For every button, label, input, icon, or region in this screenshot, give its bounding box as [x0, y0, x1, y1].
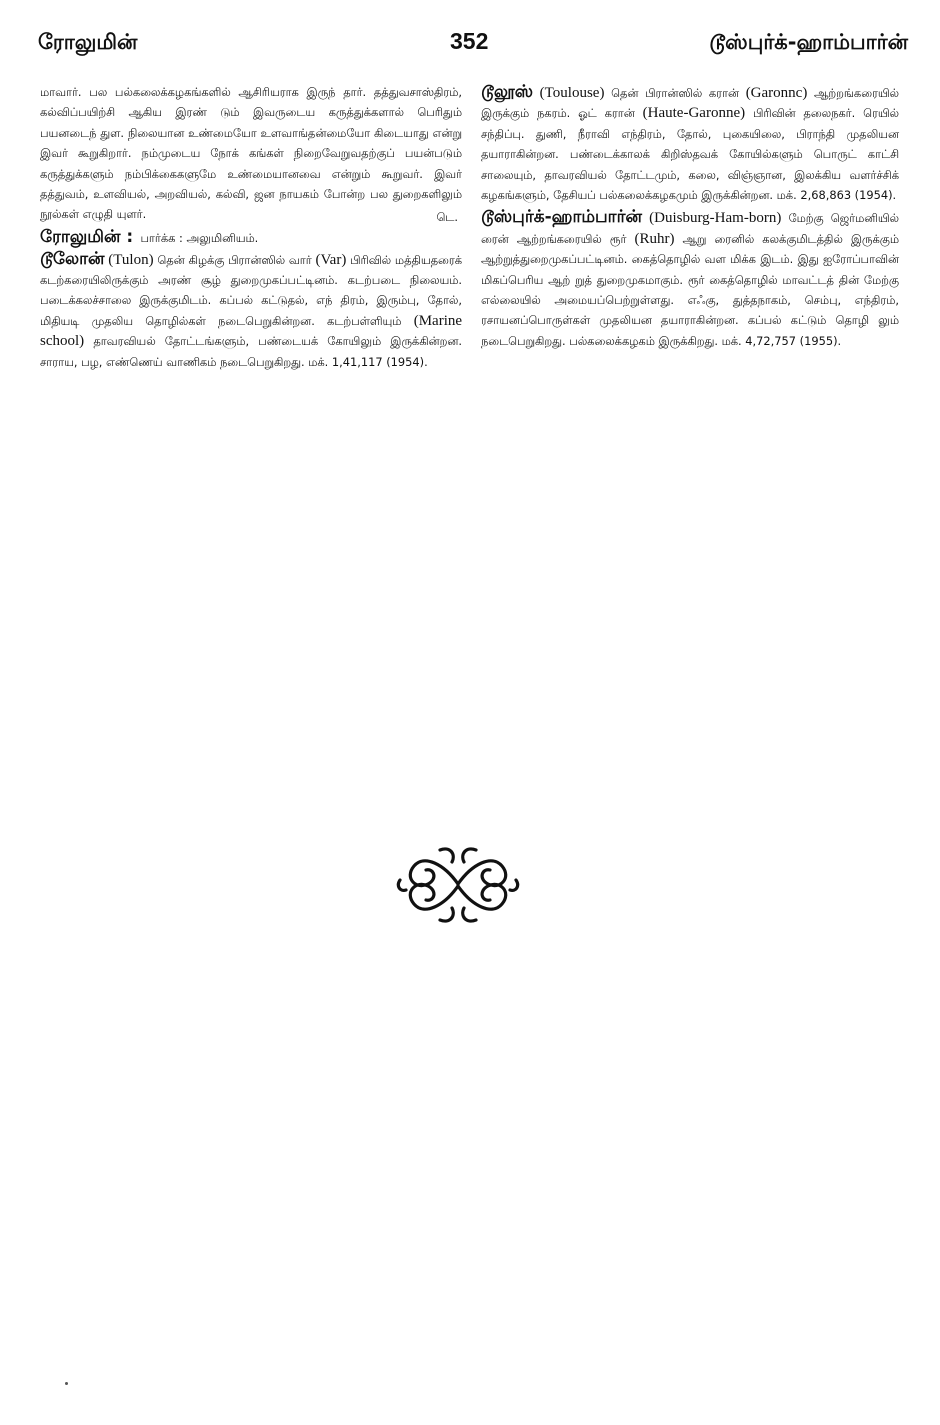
latin-name: (Marine school) — [40, 312, 463, 350]
entry-body: ஆற்றங்கரையில் இருக்கும் நகரம். ஓட் கரான் — [481, 86, 900, 121]
entry-duisburg-hamborn — [481, 207, 899, 351]
running-header — [38, 30, 908, 64]
author-signature: டெ. — [436, 209, 458, 224]
entry-body: தென் பிரான்ஸில் கரான் — [611, 86, 739, 100]
right-column — [481, 82, 899, 353]
see-also-entry — [40, 227, 462, 248]
entry-headword: டூலோன் — [40, 248, 105, 269]
latin-name: (Duisburg-Ham-born) — [649, 210, 782, 227]
entry-toulon — [40, 249, 462, 372]
floral-scroll-ornament-icon — [396, 844, 520, 926]
entry-body: பிரிவின் தலைநகர். ரெயில் சந்திப்பு. துணி, நீராவி எந்திரம், தோல், புகையிலை, பிராந்தி முதலியன தயாராகின்றன. பண்டைக்காலக் கிறிஸ்தவக் கோயில்களும் பொருட் காட்சி சாலையும், தாவரவியல் தோட்டமும், கலை, விஞ்ஞான, இலக்கிய வளர்ச்சிக் கழகங்களும், தேசியப் பல்கலைக்கழகமும் இருக்கின்றன. மக். 2,68,863 (1954). — [481, 106, 900, 203]
see-also-text: பார்க்க : அலுமினியம். — [140, 231, 259, 246]
latin-name: (Tulon) — [108, 251, 154, 268]
entry-headword: டூலூஸ் — [481, 82, 533, 102]
page-number: 352 — [450, 28, 489, 54]
entry-headword: ரோலுமின் : — [40, 227, 134, 248]
latin-name: (Toulouse) — [539, 85, 605, 101]
entry-body: ஆறு ரைனில் கலக்குமிடத்தில் இருக்கும் ஆற்றுத்துறைமுகப்பட்டினம். கைத்தொழில் வள மிக்க இடம். இது ஐரோப்பாவின் மிகப்பெரிய ஆற் றுத் துறைமுகமாகும். ரூர் கைத்தொழில் மாவட்டத் தின் மேற்கு எல்லையில் அமையப்பெற்றுள்ளது. எஃகு, துத்தநாகம், செம்பு, எந்திரம், ரசாயனப்பொருள்கள் முதலியன தயாராகின்றன. கப்பல் கட்டும் தொழி லும் நடைபெறுகிறது. பல்கலைக்கழகம் இருக்கிறது. மக். 4,72,757 (1955). — [481, 231, 899, 348]
entry-toulouse — [481, 82, 899, 205]
latin-name: (Haute-Garonne) — [642, 105, 746, 122]
entry-body: பிரிவில் மத்தியதரைக் கடற்கரையிலிருக்கும் அரண் சூழ் துறைமுகப்பட்டினம். கடற்படை நிலையம். படைக்கலச்சாலை இருக்குமிடம். கப்பல் கட்டுதல், எந் திரம், இரும்பு, தோல், மிதியடி முதலிய தொழில்கள் நடைபெறுகின்றன. கடற்பள்ளியும் — [40, 252, 462, 328]
entry-body: தென் கிழக்கு பிரான்ஸில் வார் — [157, 252, 312, 267]
entry-body: தாவரவியல் தோட்டங்களும், பண்டையக் கோயிலும் இருக்கின்றன. சாராய, பழ, எண்ணெய் வாணிகம் நடைபெறுகிறது. மக். 1,41,117 (1954). — [40, 334, 462, 369]
header-right-word: டூஸ்புர்க்-ஹாம்பார்ன் — [709, 30, 908, 54]
entry-body: மேற்கு ஜெர்மனியில் ரைன் ஆற்றங்கரையில் ரூர் — [481, 211, 900, 246]
header-left-word: ரோலுமின் — [38, 30, 138, 54]
print-speck — [65, 1382, 68, 1385]
latin-name: (Garonnc) — [745, 85, 808, 101]
entry-headword: டூஸ்புர்க்-ஹாம்பார்ன் — [481, 207, 642, 228]
left-column — [40, 82, 462, 374]
continued-entry-text: மாவார். பல பல்கலைக்கழகங்களில் ஆசிரியராக இருந் தார். தத்துவசாஸ்திரம், கல்விப்பயிற்சி ஆகிய இரண் டும் இவருடைய கருத்துக்களால் பெரிதும் பயனடைந் துள. நிலையான உண்மையோ உளவாங்தன்மையோ கிடையாது என்று இவர் கூறுகிறார். நம்முடைய நோக் கங்கள் நிறைவேறுவதற்குப் பயன்படும் கருத்துக்களும் நம்பிக்கைகளுமே உண்மையானவை என்றும் கூறுவர். இவர் தத்துவம், உளவியல், அறவியல், கல்வி, ஜன நாயகம் போன்ற பல துறைகளிலும் நூல்கள் எழுதி யுளர். — [40, 85, 462, 222]
latin-name: (Var) — [315, 251, 347, 268]
latin-name: (Ruhr) — [634, 230, 675, 247]
